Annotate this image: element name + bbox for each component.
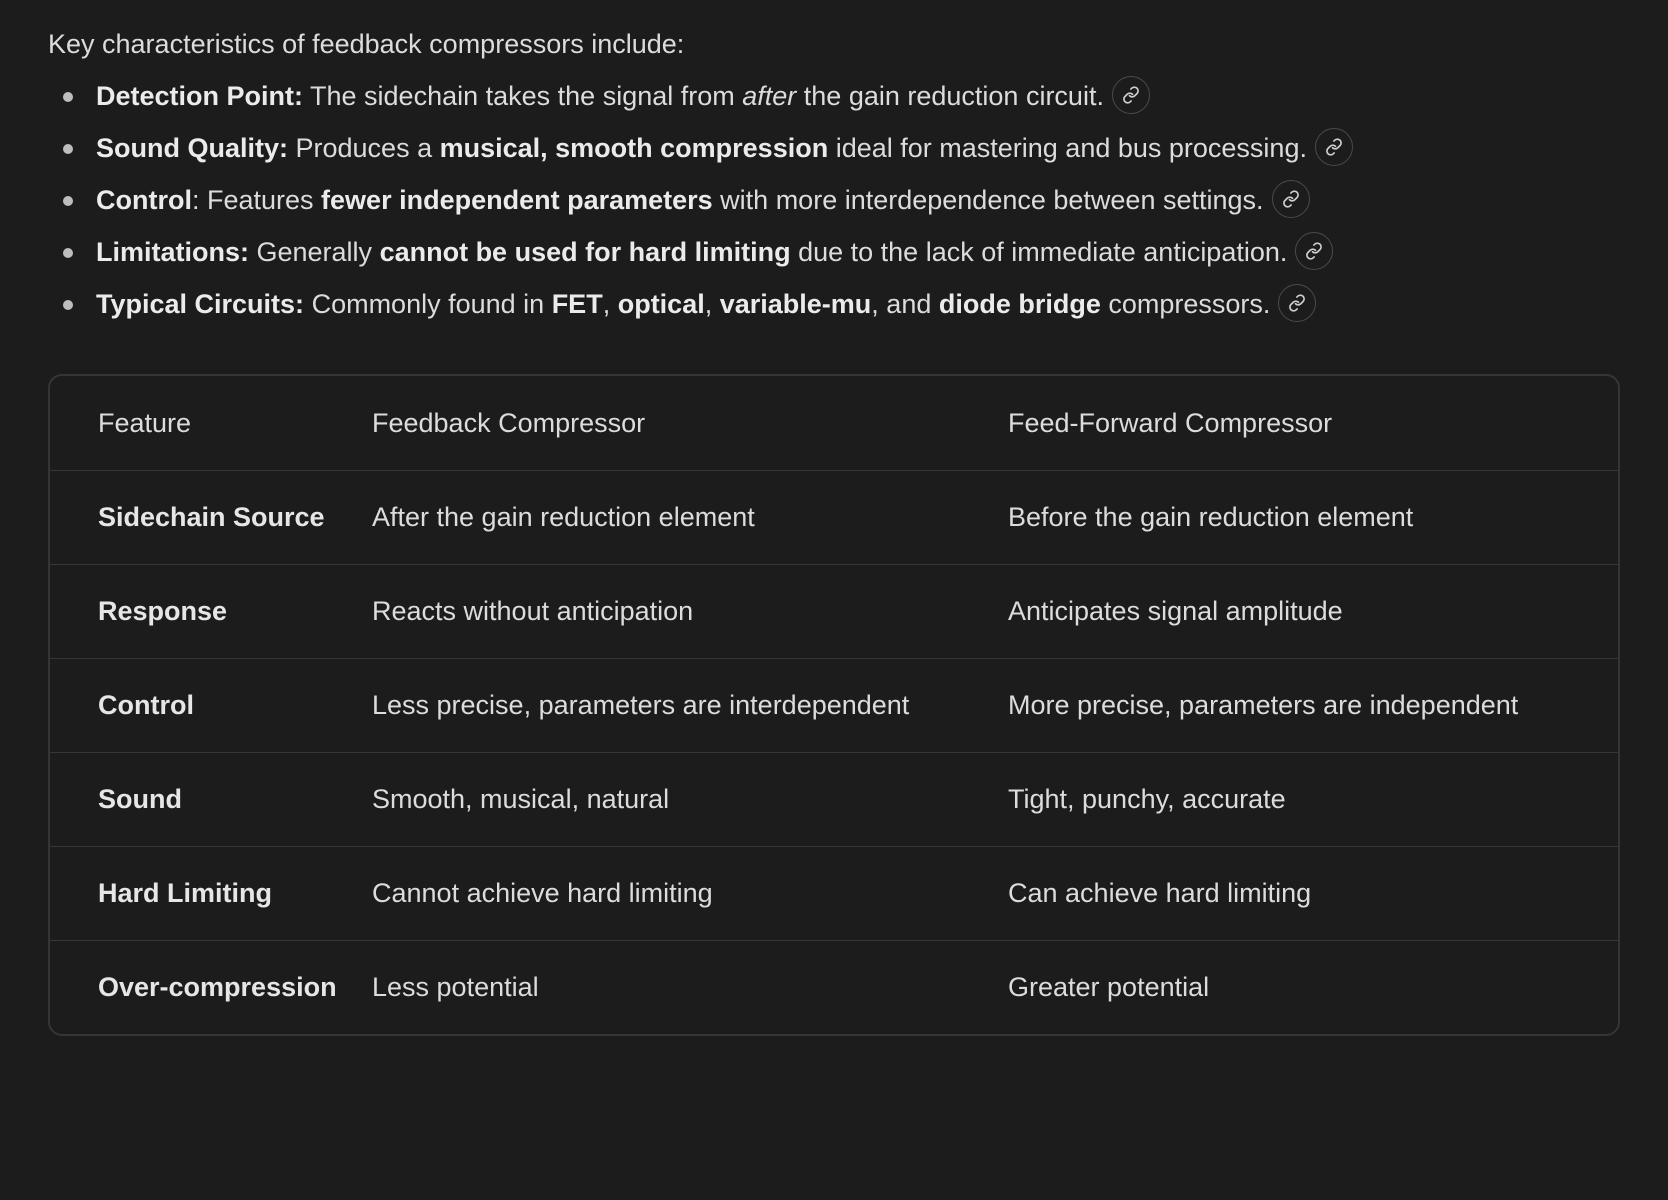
point-label: Sound Quality:	[96, 133, 288, 163]
list-item: Sound Quality: Produces a musical, smooth compression ideal for mastering and bus processing.	[48, 122, 1622, 174]
feedforward-cell: Can achieve hard limiting	[1008, 846, 1618, 940]
feedback-cell: Smooth, musical, natural	[372, 752, 1008, 846]
list-item: Typical Circuits: Commonly found in FET, optical, variable-mu, and diode bridge compressors.	[48, 278, 1622, 330]
link-icon[interactable]	[1315, 128, 1353, 166]
comparison-table	[48, 374, 1620, 1036]
feedforward-cell: Greater potential	[1008, 972, 1210, 1003]
row-feature: Sound	[50, 752, 372, 846]
table-header-row	[50, 376, 1618, 470]
intro-text: Key characteristics of feedback compressors include:	[48, 29, 685, 59]
table-row	[50, 658, 1618, 752]
row-feature: Response	[50, 564, 372, 658]
point-label: Detection Point:	[96, 81, 303, 111]
feedback-cell: Less precise, parameters are interdependent	[372, 658, 1008, 752]
row-feature: Hard Limiting	[50, 846, 372, 940]
feedforward-cell: Anticipates signal amplitude	[1008, 564, 1618, 658]
characteristics-list	[48, 70, 1622, 330]
feedback-cell: After the gain reduction element	[372, 470, 1008, 564]
table-row	[50, 846, 1618, 940]
link-icon[interactable]	[1272, 180, 1310, 218]
point-label: Control	[96, 185, 192, 215]
point-label: Typical Circuits:	[96, 289, 305, 319]
column-header: Feature	[50, 376, 372, 470]
row-feature: Sidechain Source	[50, 470, 372, 564]
table-row	[50, 470, 1618, 564]
response-content	[48, 24, 1622, 1036]
list-item: Limitations: Generally cannot be used for hard limiting due to the lack of immediate anticipation.	[48, 226, 1622, 278]
row-feature: Control	[50, 658, 372, 752]
table-row	[50, 940, 1618, 1034]
list-item: Control: Features fewer independent parameters with more interdependence between settings.	[48, 174, 1622, 226]
feedback-cell: Less potential	[372, 972, 539, 1003]
column-header: Feedback Compressor	[372, 376, 1008, 470]
table-row	[50, 564, 1618, 658]
link-icon[interactable]	[1112, 76, 1150, 114]
link-icon[interactable]	[1278, 284, 1316, 322]
feedforward-cell: More precise, parameters are independent	[1008, 658, 1618, 752]
feedforward-cell: Before the gain reduction element	[1008, 470, 1618, 564]
feedback-cell: Cannot achieve hard limiting	[372, 846, 1008, 940]
point-label: Limitations:	[96, 237, 249, 267]
column-header: Feed-Forward Compressor	[1008, 376, 1618, 470]
link-icon[interactable]	[1295, 232, 1333, 270]
feedback-cell: Reacts without anticipation	[372, 564, 1008, 658]
row-feature: Over-compression	[98, 972, 337, 1003]
table-row	[50, 752, 1618, 846]
feedforward-cell: Tight, punchy, accurate	[1008, 752, 1618, 846]
list-item: Detection Point: The sidechain takes the signal from after the gain reduction circuit.	[48, 70, 1622, 122]
